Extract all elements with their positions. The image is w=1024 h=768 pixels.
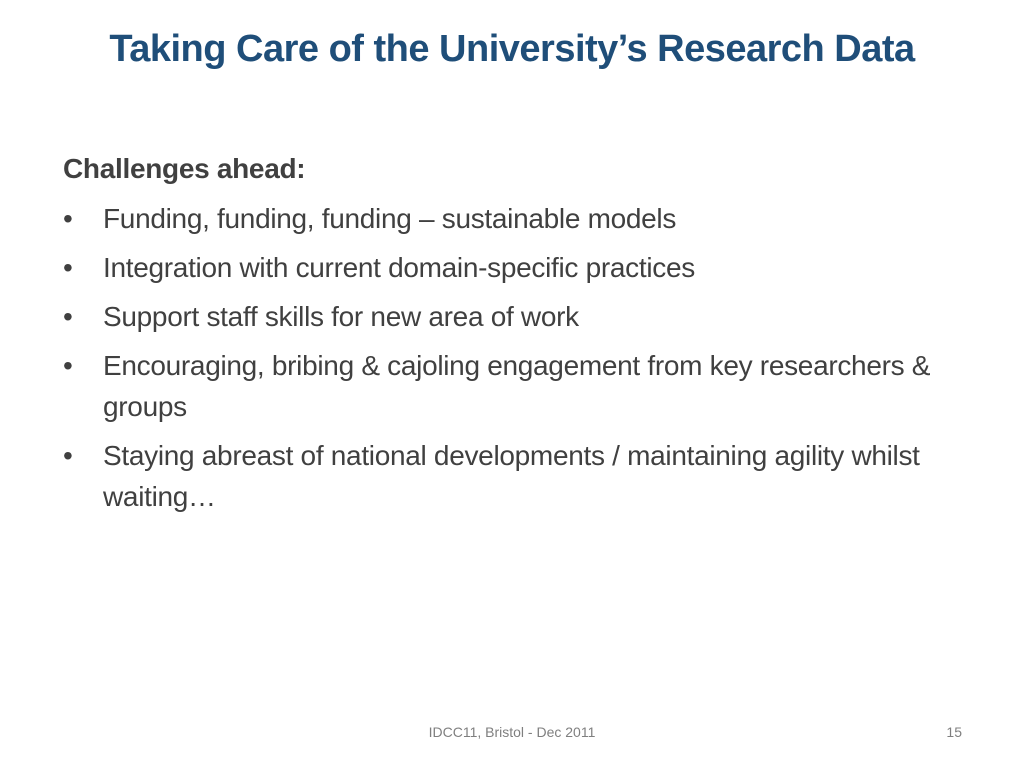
slide-title: Taking Care of the University’s Research Data	[109, 28, 915, 70]
page-number: 15	[946, 724, 962, 740]
bullet-item	[63, 247, 963, 288]
slide-content	[63, 150, 963, 525]
bullet-item	[63, 198, 963, 239]
bullet-icon: •	[63, 440, 73, 471]
footer-text: IDCC11, Bristol - Dec 2011	[428, 724, 596, 740]
bullet-text: Staying abreast of national developments / maintaining agility whilst waiting…	[103, 440, 920, 512]
bullet-text: Encouraging, bribing & cajoling engagement from key researchers & groups	[103, 350, 931, 422]
bullet-text: Integration with current domain-specific practices	[103, 252, 695, 283]
bullet-icon: •	[63, 301, 73, 332]
bullet-list	[63, 198, 963, 517]
bullet-text: Funding, funding, funding – sustainable models	[103, 203, 677, 234]
bullet-text: Support staff skills for new area of work	[103, 301, 579, 332]
bullet-item	[63, 435, 963, 517]
bullet-item	[63, 296, 963, 337]
section-heading: Challenges ahead:	[63, 153, 306, 184]
bullet-icon: •	[63, 350, 73, 381]
bullet-icon: •	[63, 203, 73, 234]
bullet-item	[63, 345, 963, 427]
bullet-icon: •	[63, 252, 73, 283]
